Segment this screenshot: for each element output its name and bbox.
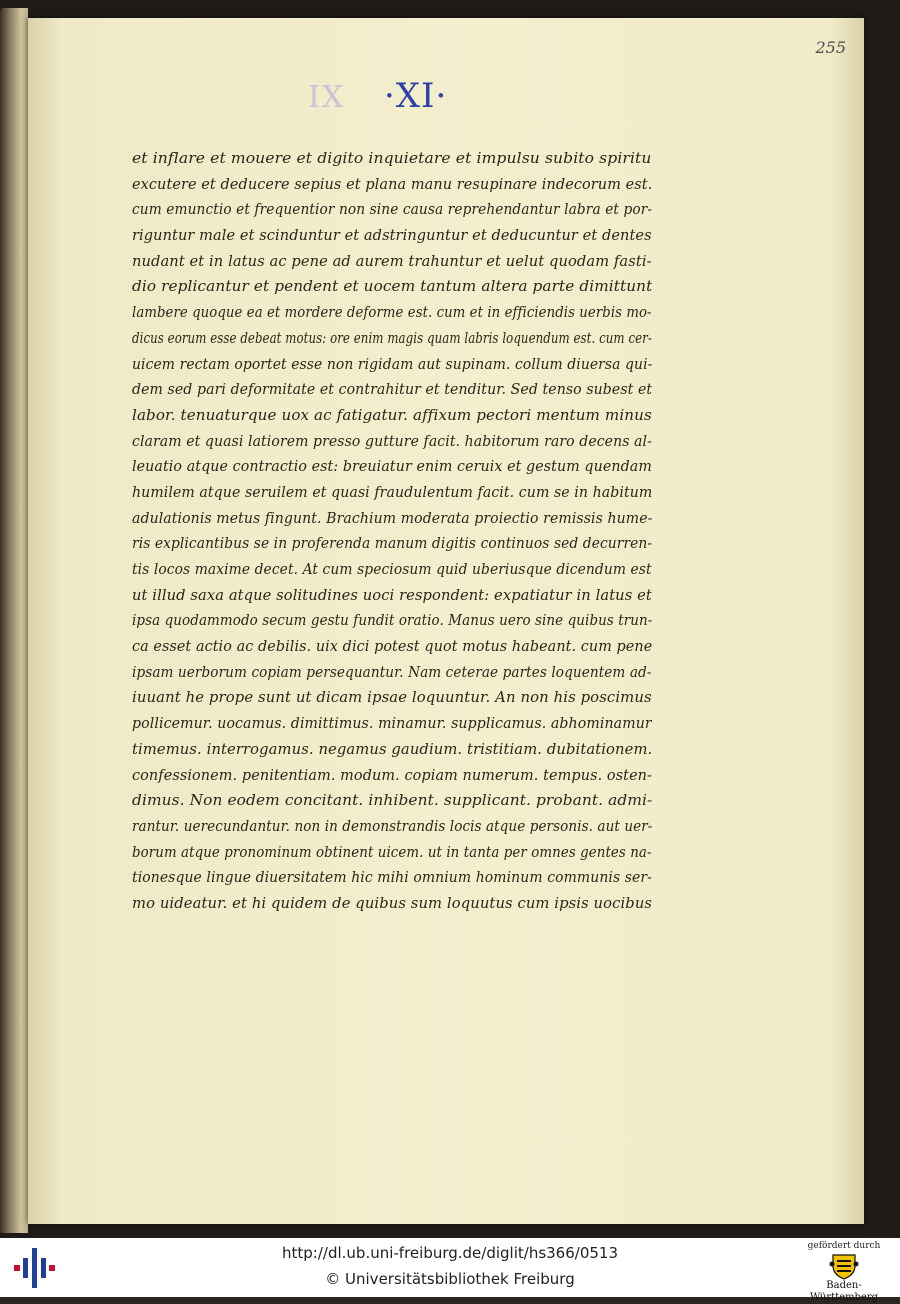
text-line: labor. tenuaturque uox ac fatigatur. affixum pectori mentum minus [132, 406, 652, 424]
text-line: et inflare et mouere et digito inquietare et impulsu subito spiritu [132, 150, 652, 167]
text-line: humilem atque seruilem et quasi fraudulentum facit. cum se in habitum [132, 483, 652, 501]
manuscript-text [132, 146, 652, 917]
text-line: excutere et deducere sepius et plana manu resupinare indecorum est. [132, 175, 652, 193]
text-line: tis locos maxime decet. At cum speciosum quid uberiusque dicendum est [132, 561, 652, 578]
text-line: mo uideatur. et hi quidem de quibus sum loquutus cum ipsis uocibus [132, 894, 652, 912]
text-line: tionesque lingue diuersitatem hic mihi omnium hominum communis ser- [132, 869, 652, 887]
funder-block[interactable] [796, 1240, 892, 1303]
text-line: rantur. uerecundantur. non in demonstrandis locis atque personis. aut uer- [132, 817, 652, 835]
text-line: iuuant he prope sunt ut dicam ipsae loquuntur. An non his poscimus [132, 689, 652, 707]
text-line: ris explicantibus se in proferenda manum digitis continuos sed decurren- [132, 535, 652, 553]
chapter-heading: ·XI· [384, 76, 448, 116]
text-line: timemus. interrogamus. negamus gaudium. tristitiam. dubitationem. [132, 740, 652, 758]
footer-copyright: © Universitätsbibliothek Freiburg [325, 1270, 575, 1288]
text-line: dimus. Non eodem concitant. inhibent. supplicant. probant. admi- [132, 792, 652, 810]
footer-url-link[interactable]: http://dl.ub.uni-freiburg.de/diglit/hs366/0513 [282, 1244, 618, 1262]
text-line: cum emunctio et frequentior non sine causa reprehendantur labra et por- [132, 201, 652, 219]
text-line: adulationis metus fingunt. Brachium moderata proiectio remissis hume- [132, 509, 652, 527]
folio-number: 255 [815, 38, 846, 57]
facing-page-edge [0, 8, 28, 1233]
text-line: dem sed pari deformitate et contrahitur et tenditur. Sed tenso subest et [132, 381, 652, 399]
text-line: uicem rectam oportet esse non rigidam aut supinam. collum diuersa qui- [132, 355, 652, 373]
text-line: ipsa quodammodo secum gestu fundit oratio. Manus uero sine quibus trun- [132, 612, 652, 630]
text-line: borum atque pronominum obtinent uicem. ut in tanta per omnes gentes na- [132, 843, 652, 861]
funder-name: Baden-Württemberg [809, 1280, 879, 1303]
text-line: claram et quasi latiorem presso gutture facit. habitorum raro decens al- [132, 432, 652, 450]
viewer-footer [0, 1238, 900, 1303]
text-line: dicus eorum esse debeat motus: ore enim magis quam labris loquendum est. cum cer- [132, 329, 652, 347]
manuscript-leaf [28, 18, 864, 1224]
baden-wuerttemberg-coat-of-arms-icon [829, 1252, 859, 1280]
funder-label: gefördert durch [807, 1241, 881, 1251]
text-line: confessionem. penitentiam. modum. copiam numerum. tempus. osten- [132, 766, 652, 784]
text-line: leuatio atque contractio est: breuiatur enim ceruix et gestum quendam [132, 458, 652, 476]
show-through-heading: IX [308, 80, 346, 115]
text-line: ca esset actio ac debilis. uix dici potest quot motus habeant. cum pene [132, 638, 652, 656]
text-line: ipsam uerborum copiam persequantur. Nam ceterae partes loquentem ad- [132, 663, 652, 681]
text-line: dio replicantur et pendent et uocem tantum altera parte dimittunt [132, 278, 652, 296]
text-line: ut illud saxa atque solitudines uoci respondent: expatiatur in latus et [132, 586, 652, 604]
text-line: nudant et in latus ac pene ad aurem trahuntur et uelut quodam fasti- [132, 252, 652, 270]
text-line: lambere quoque ea et mordere deforme est. cum et in efficiendis uerbis mo- [132, 304, 652, 322]
text-line: pollicemur. uocamus. dimittimus. minamur. supplicamus. abhominamur [132, 715, 652, 733]
text-line: riguntur male et scinduntur et adstringuntur et deducuntur et dentes [132, 227, 652, 245]
